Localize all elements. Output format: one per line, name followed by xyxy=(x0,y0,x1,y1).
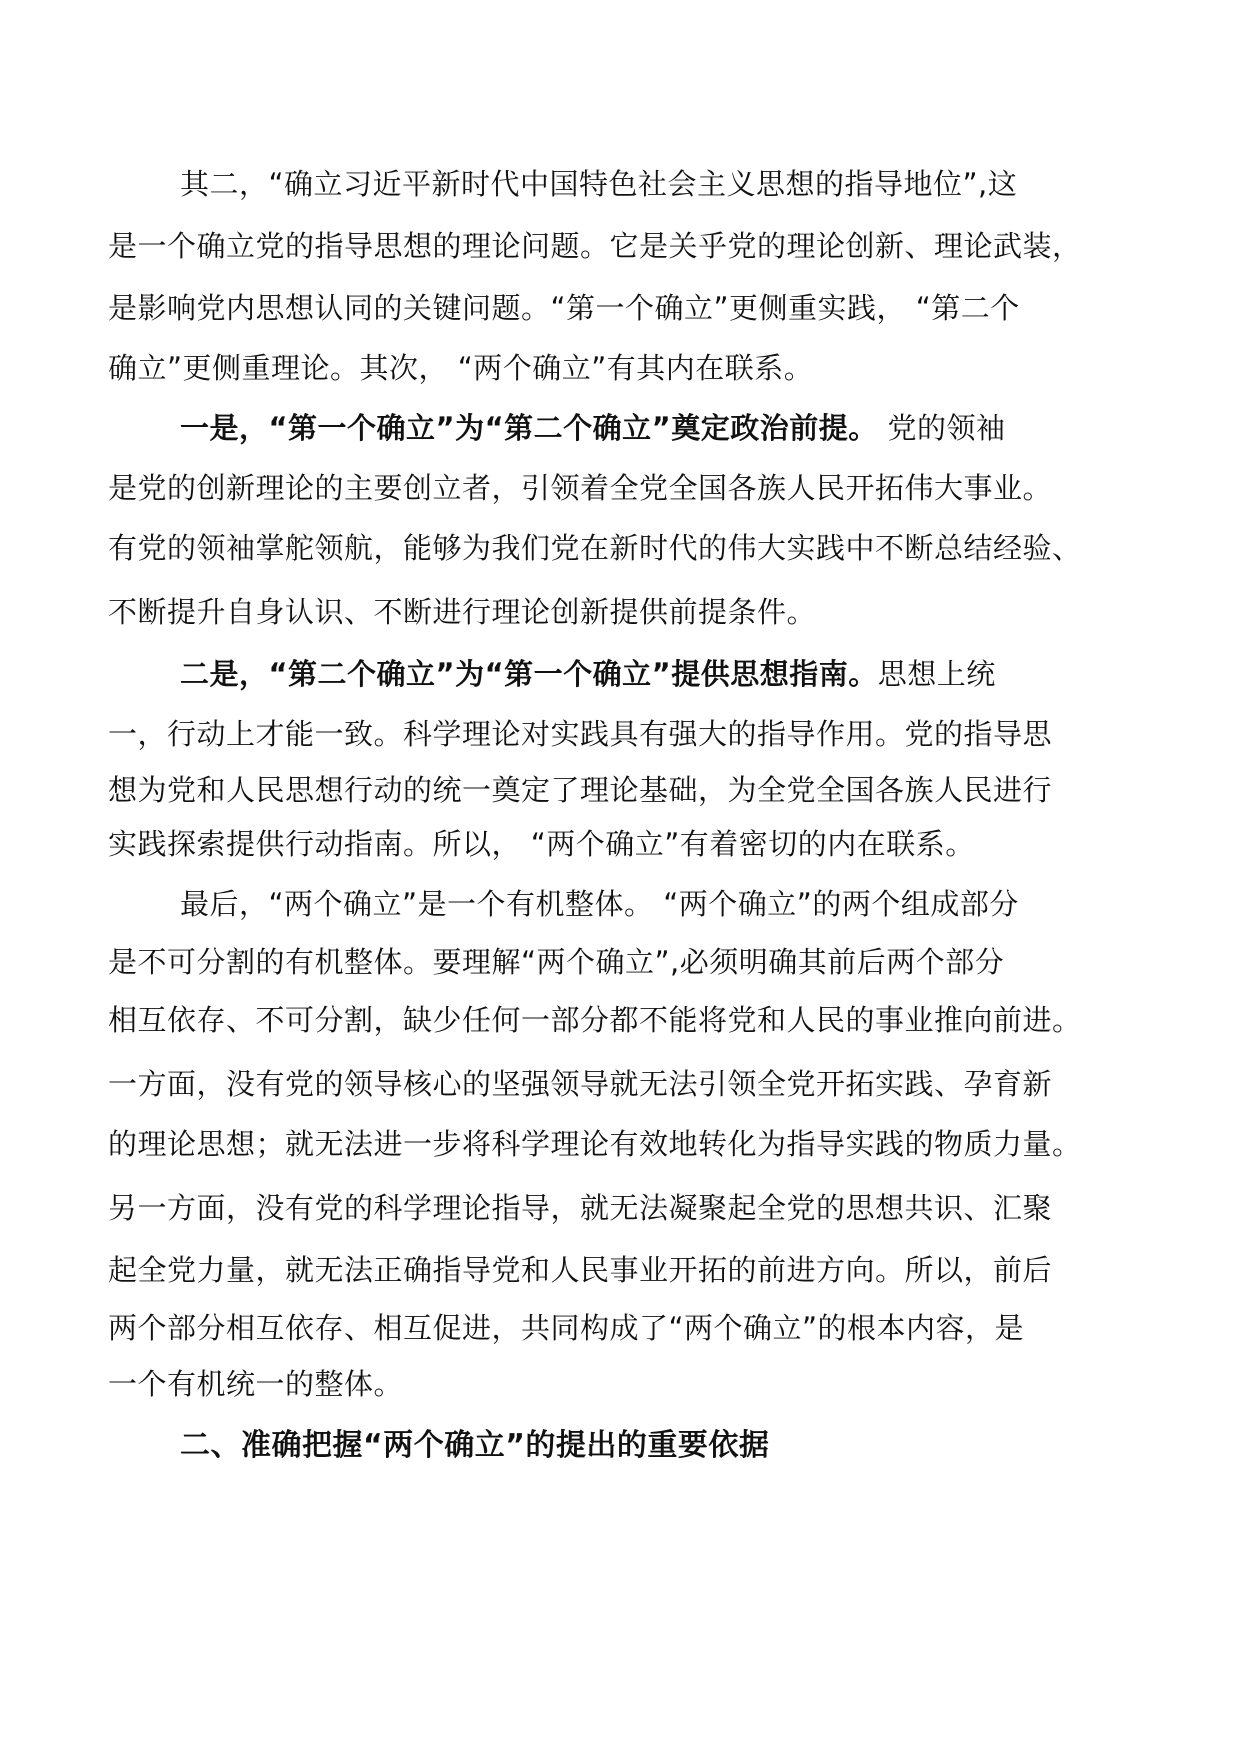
paragraph-line: 起全党力量，就无法正确指导党和人民事业开拓的前进方向。所以，前后 xyxy=(108,1253,1053,1287)
paragraph-line: 是一个确立党的指导思想的理论问题。它是关乎党的理论创新、理论武装， xyxy=(108,229,1082,263)
bold-lead: 二是，“第二个确立”为“第一个确立”提供思想指南。 xyxy=(180,657,878,691)
paragraph-line: 不断提升自身认识、不断进行理论创新提供前提条件。 xyxy=(108,595,817,629)
paragraph-line: 一方面，没有党的领导核心的坚强领导就无法引领全党开拓实践、孕育新 xyxy=(108,1067,1053,1101)
paragraph-line: 的理论思想；就无法进一步将科学理论有效地转化为指导实践的物质力量。 xyxy=(108,1127,1082,1161)
section-heading: 二、准确把握“两个确立”的提出的重要依据 xyxy=(180,1428,770,1463)
bold-lead: 一是，“第一个确立”为“第二个确立”奠定政治前提。 xyxy=(180,411,878,445)
paragraph-line: 有党的领袖掌舵领航，能够为我们党在新时代的伟大实践中不断总结经验、 xyxy=(108,531,1082,565)
paragraph-line: 相互依存、不可分割，缺少任何一部分都不能将党和人民的事业推向前进。 xyxy=(108,1003,1082,1037)
paragraph-line: 确立”更侧重理论。其次， “两个确立”有其内在联系。 xyxy=(108,351,814,385)
paragraph-line: 最后，“两个确立”是一个有机整体。 “两个确立”的两个组成部分 xyxy=(180,887,1019,921)
paragraph-line: 是党的创新理论的主要创立者，引领着全党全国各族人民开拓伟大事业。 xyxy=(108,471,1053,505)
paragraph-line: 一是，“第一个确立”为“第二个确立”奠定政治前提。 党的领袖 xyxy=(180,411,1006,445)
paragraph-line: 其二，“确立习近平新时代中国特色社会主义思想的指导地位”,这 xyxy=(180,167,1018,201)
paragraph-line: 一，行动上才能一致。科学理论对实践具有强大的指导作用。党的指导思 xyxy=(108,717,1053,751)
paragraph-line: 实践探索提供行动指南。所以， “两个确立”有着密切的内在联系。 xyxy=(108,827,975,861)
paragraph-line: 是不可分割的有机整体。要理解“两个确立”,必须明确其前后两个部分 xyxy=(108,945,1005,979)
paragraph-line: 一个有机统一的整体。 xyxy=(108,1367,404,1401)
paragraph-line: 二是，“第二个确立”为“第一个确立”提供思想指南。思想上统 xyxy=(180,657,996,691)
paragraph-line: 两个部分相互依存、相互促进，共同构成了“两个确立”的根本内容，是 xyxy=(108,1311,1025,1345)
paragraph-line: 是影响党内思想认同的关键问题。“第一个确立”更侧重实践， “第二个 xyxy=(108,291,1020,325)
paragraph-line: 想为党和人民思想行动的统一奠定了理论基础，为全党全国各族人民进行 xyxy=(108,773,1053,807)
paragraph-line: 另一方面，没有党的科学理论指导，就无法凝聚起全党的思想共识、汇聚 xyxy=(108,1191,1053,1225)
